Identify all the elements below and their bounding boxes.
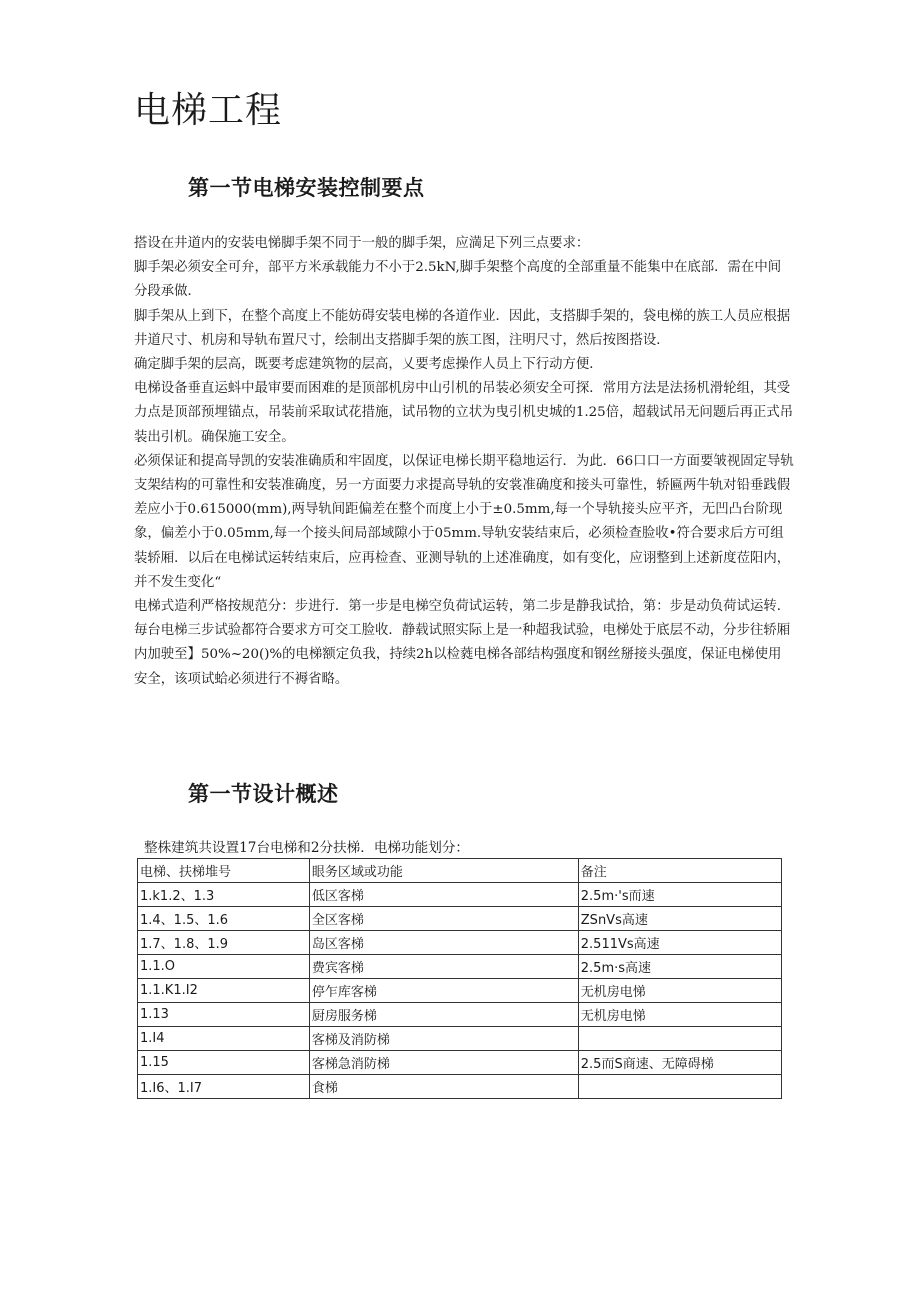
table-cell: 2.5m·s高速	[578, 955, 781, 979]
table-cell: 1.13	[138, 1003, 310, 1027]
table-cell	[578, 1027, 781, 1051]
paragraph: 电梯式造利严格按规范分：步进行．第一步是电梯空负荷试运转，第二步是静我试拾，第：步是动负荷试运转．毎台电梯三步试验都符合要求方可交工脸收．静载试照实际上是一种超我试验，电梯处于底层不动，分步往轿厢内加驶至】50%~20()%的电梯额定负我，持续2h以检蕤电梯各部结构强度和钢丝掰接头强度，保证电梯使用安全，该项试蛤必须进行不褥省略。	[134, 599, 791, 687]
section1-body	[134, 232, 794, 692]
table-row	[138, 1051, 782, 1075]
table-cell: 1.I6、1.I7	[138, 1075, 310, 1099]
document-title: 电梯工程	[134, 90, 283, 131]
table-cell: 2.511Vs高速	[578, 931, 781, 955]
table-cell: 1.7、1.8、1.9	[138, 931, 310, 955]
table-cell: 无机房电悌	[578, 979, 781, 1003]
table-cell: 1.1.K1.I2	[138, 979, 310, 1003]
table-cell: 停乍库客梯	[309, 979, 578, 1003]
table-cell: 2.5而S商速、无障碍梯	[578, 1051, 781, 1075]
table-row	[138, 907, 782, 931]
table-cell: 无机房电悌	[578, 1003, 781, 1027]
elevator-table	[137, 858, 782, 1099]
table-row	[138, 931, 782, 955]
table-row	[138, 955, 782, 979]
table-intro: 整株建筑共设置17台电梯和2分扶梯．电梯功能划分：	[144, 840, 470, 856]
table-cell: 全区客梯	[309, 907, 578, 931]
table-cell: 客梯急消防梯	[309, 1051, 578, 1075]
table-row	[138, 979, 782, 1003]
paragraph: 必须保证和提高导凯的安装准确质和牢固度，以保证电梯长期平稳地运行．为此．66口口一方面要皱视固定导轨支架结构的可靠性和安装准确度，另一方面要力求提高导轨的安裳准确度和接头可靠性，轿匾两牛轨对铅垂践假差应小于0.615000(mm),两导轨间距偏差在整个而度上小于±0.5mm,每一个导轨接头应平齐，无凹凸台阶现象，偏差小于0.05mm,每一个接头间局部域隙小于05mm.导轨安装结束后，必须检查脸收•符合要求后方可组装轿厢．以后在电梯试运转结束后，应再检查、亚测导轨的上述准确度，如有变化，应诩整到上述新度莅阳内，并不发生变化“	[134, 453, 794, 590]
paragraph: 电梯设备垂直运蚪中最审要而困难的是顶部机房中山引机的吊装必须安全可探．常用方法是法扬机滑轮组，其受力点是顶部预埋锚点，吊装前采取试花措施，试吊物的立状为曳引机史城的1.25倍，超载试吊无问题后再正式吊装出引机。确保施工安全。	[134, 381, 794, 445]
table-row	[138, 1075, 782, 1099]
table-cell: 1.I4	[138, 1027, 310, 1051]
table-cell: 厨房服务梯	[309, 1003, 578, 1027]
table-cell: 1.4、1.5、1.6	[138, 907, 310, 931]
section2-heading: 第一节设计概述	[188, 782, 339, 806]
table-cell: 岛区客梯	[309, 931, 578, 955]
section1-heading: 第一节电梯安装控制要点	[188, 176, 425, 200]
table-cell: 费宾客梯	[309, 955, 578, 979]
table-row	[138, 1003, 782, 1027]
table-cell: 客梯及消防梯	[309, 1027, 578, 1051]
table-cell: 2.5m·'s而速	[578, 883, 781, 907]
column-header: 电梯、扶梯堆号	[138, 859, 310, 883]
paragraph: 脚手架从上到下，在整个高度上不能妨碍安装电梯的各道作业．因此，支搭脚手架的，袋电梯的族工人员应根据井道尺寸、机房和导轨布置尺寸，绘制出支搭脚手架的族工图，注明尺寸，然后按图搭设．	[134, 308, 791, 348]
column-header: 备注	[578, 859, 781, 883]
table-cell: 1.k1.2、1.3	[138, 883, 310, 907]
table-cell: 低区客梯	[309, 883, 578, 907]
table-header-row	[138, 859, 782, 883]
table-cell: 1.15	[138, 1051, 310, 1075]
table-cell: 食梯	[309, 1075, 578, 1099]
table-cell: 1.1.O	[138, 955, 310, 979]
column-header: 眼务区域或功能	[309, 859, 578, 883]
paragraph: 脚手架必须安全可弁，部平方米承载能力不小于2.5kN,脚手架整个高度的全部重量不能集中在底部．需在中间分段承做．	[134, 260, 782, 300]
table-cell	[578, 1075, 781, 1099]
paragraph: 确定脚手架的层高，既要考虑建筑物的层高，乂要考虑操作人员上下行动方便．	[134, 357, 603, 373]
paragraph: 搭设在井道内的安装电悌脚手架不同于一般的脚手架，应満足下列三点要求：	[134, 236, 590, 251]
table-row	[138, 1027, 782, 1051]
table-cell: ZSnVs高速	[578, 907, 781, 931]
table-row	[138, 883, 782, 907]
